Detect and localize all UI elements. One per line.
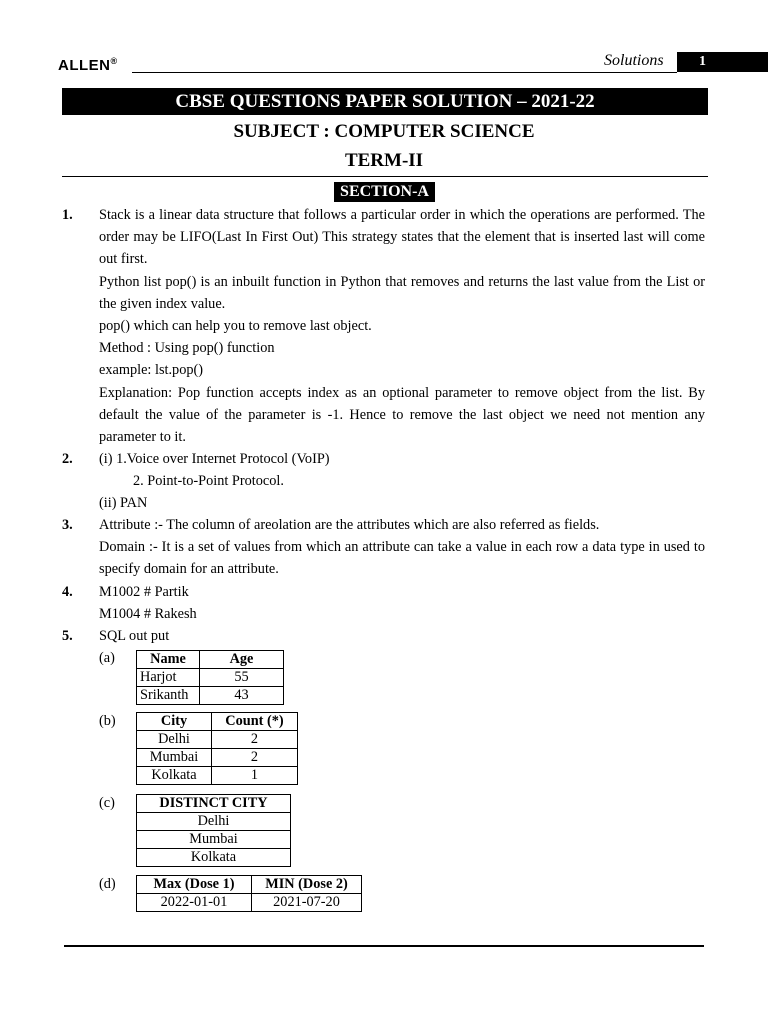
table-row: [137, 687, 284, 705]
table-row: [137, 831, 291, 849]
answer-paragraph: Stack is a linear data structure that follows a particular order in which the operations are performed. The order may be LIFO(Last In First Out) This strategy states that the element that is inserted last will come out first.: [99, 207, 705, 268]
answer-paragraph: Method : Using pop() function: [99, 340, 275, 357]
question-number: 2.: [62, 451, 73, 467]
table-cell: 43: [200, 687, 284, 705]
answer-paragraph: Attribute :- The column of areolation are the attributes which are also referred as fields.: [99, 517, 600, 533]
header-rule: [132, 72, 677, 73]
answer-body: [99, 448, 705, 515]
sub-question-label: (c): [99, 795, 115, 811]
table-cell: 2: [212, 731, 298, 749]
table-row: [137, 849, 291, 867]
column-header: Max (Dose 1): [137, 876, 252, 894]
question-number: 1.: [62, 207, 73, 223]
table-row: [137, 767, 298, 785]
table-row: [137, 731, 298, 749]
logo-text: ALLEN: [58, 57, 111, 74]
page-title: CBSE QUESTIONS PAPER SOLUTION – 2021-22: [62, 88, 708, 115]
answer-paragraph: Domain :- It is a set of values from which an attribute can take a value in each row a data type in used to specify domain for an attribute.: [99, 539, 705, 578]
question-number: 5.: [62, 628, 73, 644]
table-row: [137, 749, 298, 767]
answer-line: M1004 # Rakesh: [99, 606, 197, 623]
header-label: Solutions: [604, 52, 664, 69]
table-cell: 2: [212, 749, 298, 767]
table-row: [137, 813, 291, 831]
table-row: [137, 894, 362, 912]
answer-body: [99, 581, 705, 625]
answer-body: [99, 514, 705, 581]
term-heading: TERM-II: [344, 150, 424, 171]
sql-output-table-a: [136, 650, 284, 705]
sql-output-table-c: [136, 794, 291, 867]
answer-paragraph: Python list pop() is an inbuilt function in Python that removes and returns the last value from the List or the given index value.: [99, 273, 705, 312]
answer-paragraph: Explanation: Pop function accepts index as an optional parameter to remove object from the list. By default the value of the parameter is -1. Hence to remove the last object we need not mention any parameter to it.: [99, 384, 705, 446]
section-heading: SECTION-A: [334, 182, 435, 202]
answer-line: M1002 # Partik: [99, 584, 189, 600]
sub-question-label: (d): [99, 876, 116, 892]
table-cell: Mumbai: [137, 749, 212, 767]
answer-body: [99, 204, 705, 448]
table-cell: 2022-01-01: [137, 894, 252, 912]
sub-question-label: (b): [99, 713, 116, 729]
footer-rule: [64, 945, 704, 947]
column-header: Age: [200, 651, 284, 669]
column-header: Count (*): [212, 713, 298, 731]
table-cell: Kolkata: [137, 767, 212, 785]
page-number: 1: [677, 52, 768, 72]
sql-output-table-d: [136, 875, 362, 912]
table-cell: Kolkata: [137, 849, 291, 867]
logo-registered-mark: ®: [110, 56, 118, 66]
column-header: Name: [137, 651, 200, 669]
question-number: 3.: [62, 517, 73, 533]
answer-line: (i) 1.Voice over Internet Protocol (VoIP): [99, 451, 330, 467]
column-header: City: [137, 713, 212, 731]
answer-line: SQL out put: [99, 628, 170, 644]
column-header: DISTINCT CITY: [137, 795, 291, 813]
table-cell: Srikanth: [137, 687, 200, 705]
answer-paragraph: pop() which can help you to remove last object.: [99, 318, 372, 335]
answer-body: [99, 625, 705, 647]
divider: [62, 176, 708, 177]
sub-question-label: (a): [99, 650, 115, 666]
table-cell: Delhi: [137, 731, 212, 749]
question-number: 4.: [62, 584, 73, 600]
table-cell: 1: [212, 767, 298, 785]
table-cell: 55: [200, 669, 284, 687]
table-row: [137, 669, 284, 687]
brand-logo: [58, 56, 118, 74]
table-cell: 2021-07-20: [252, 894, 362, 912]
column-header: MIN (Dose 2): [252, 876, 362, 894]
answer-line: (ii) PAN: [99, 495, 148, 512]
table-cell: Mumbai: [137, 831, 291, 849]
answer-paragraph: example: lst.pop(): [99, 362, 204, 379]
table-cell: Harjot: [137, 669, 200, 687]
answer-line: 2. Point-to-Point Protocol.: [133, 473, 284, 490]
sql-output-table-b: [136, 712, 298, 785]
subject-heading: SUBJECT : COMPUTER SCIENCE: [233, 121, 535, 142]
table-cell: Delhi: [137, 813, 291, 831]
